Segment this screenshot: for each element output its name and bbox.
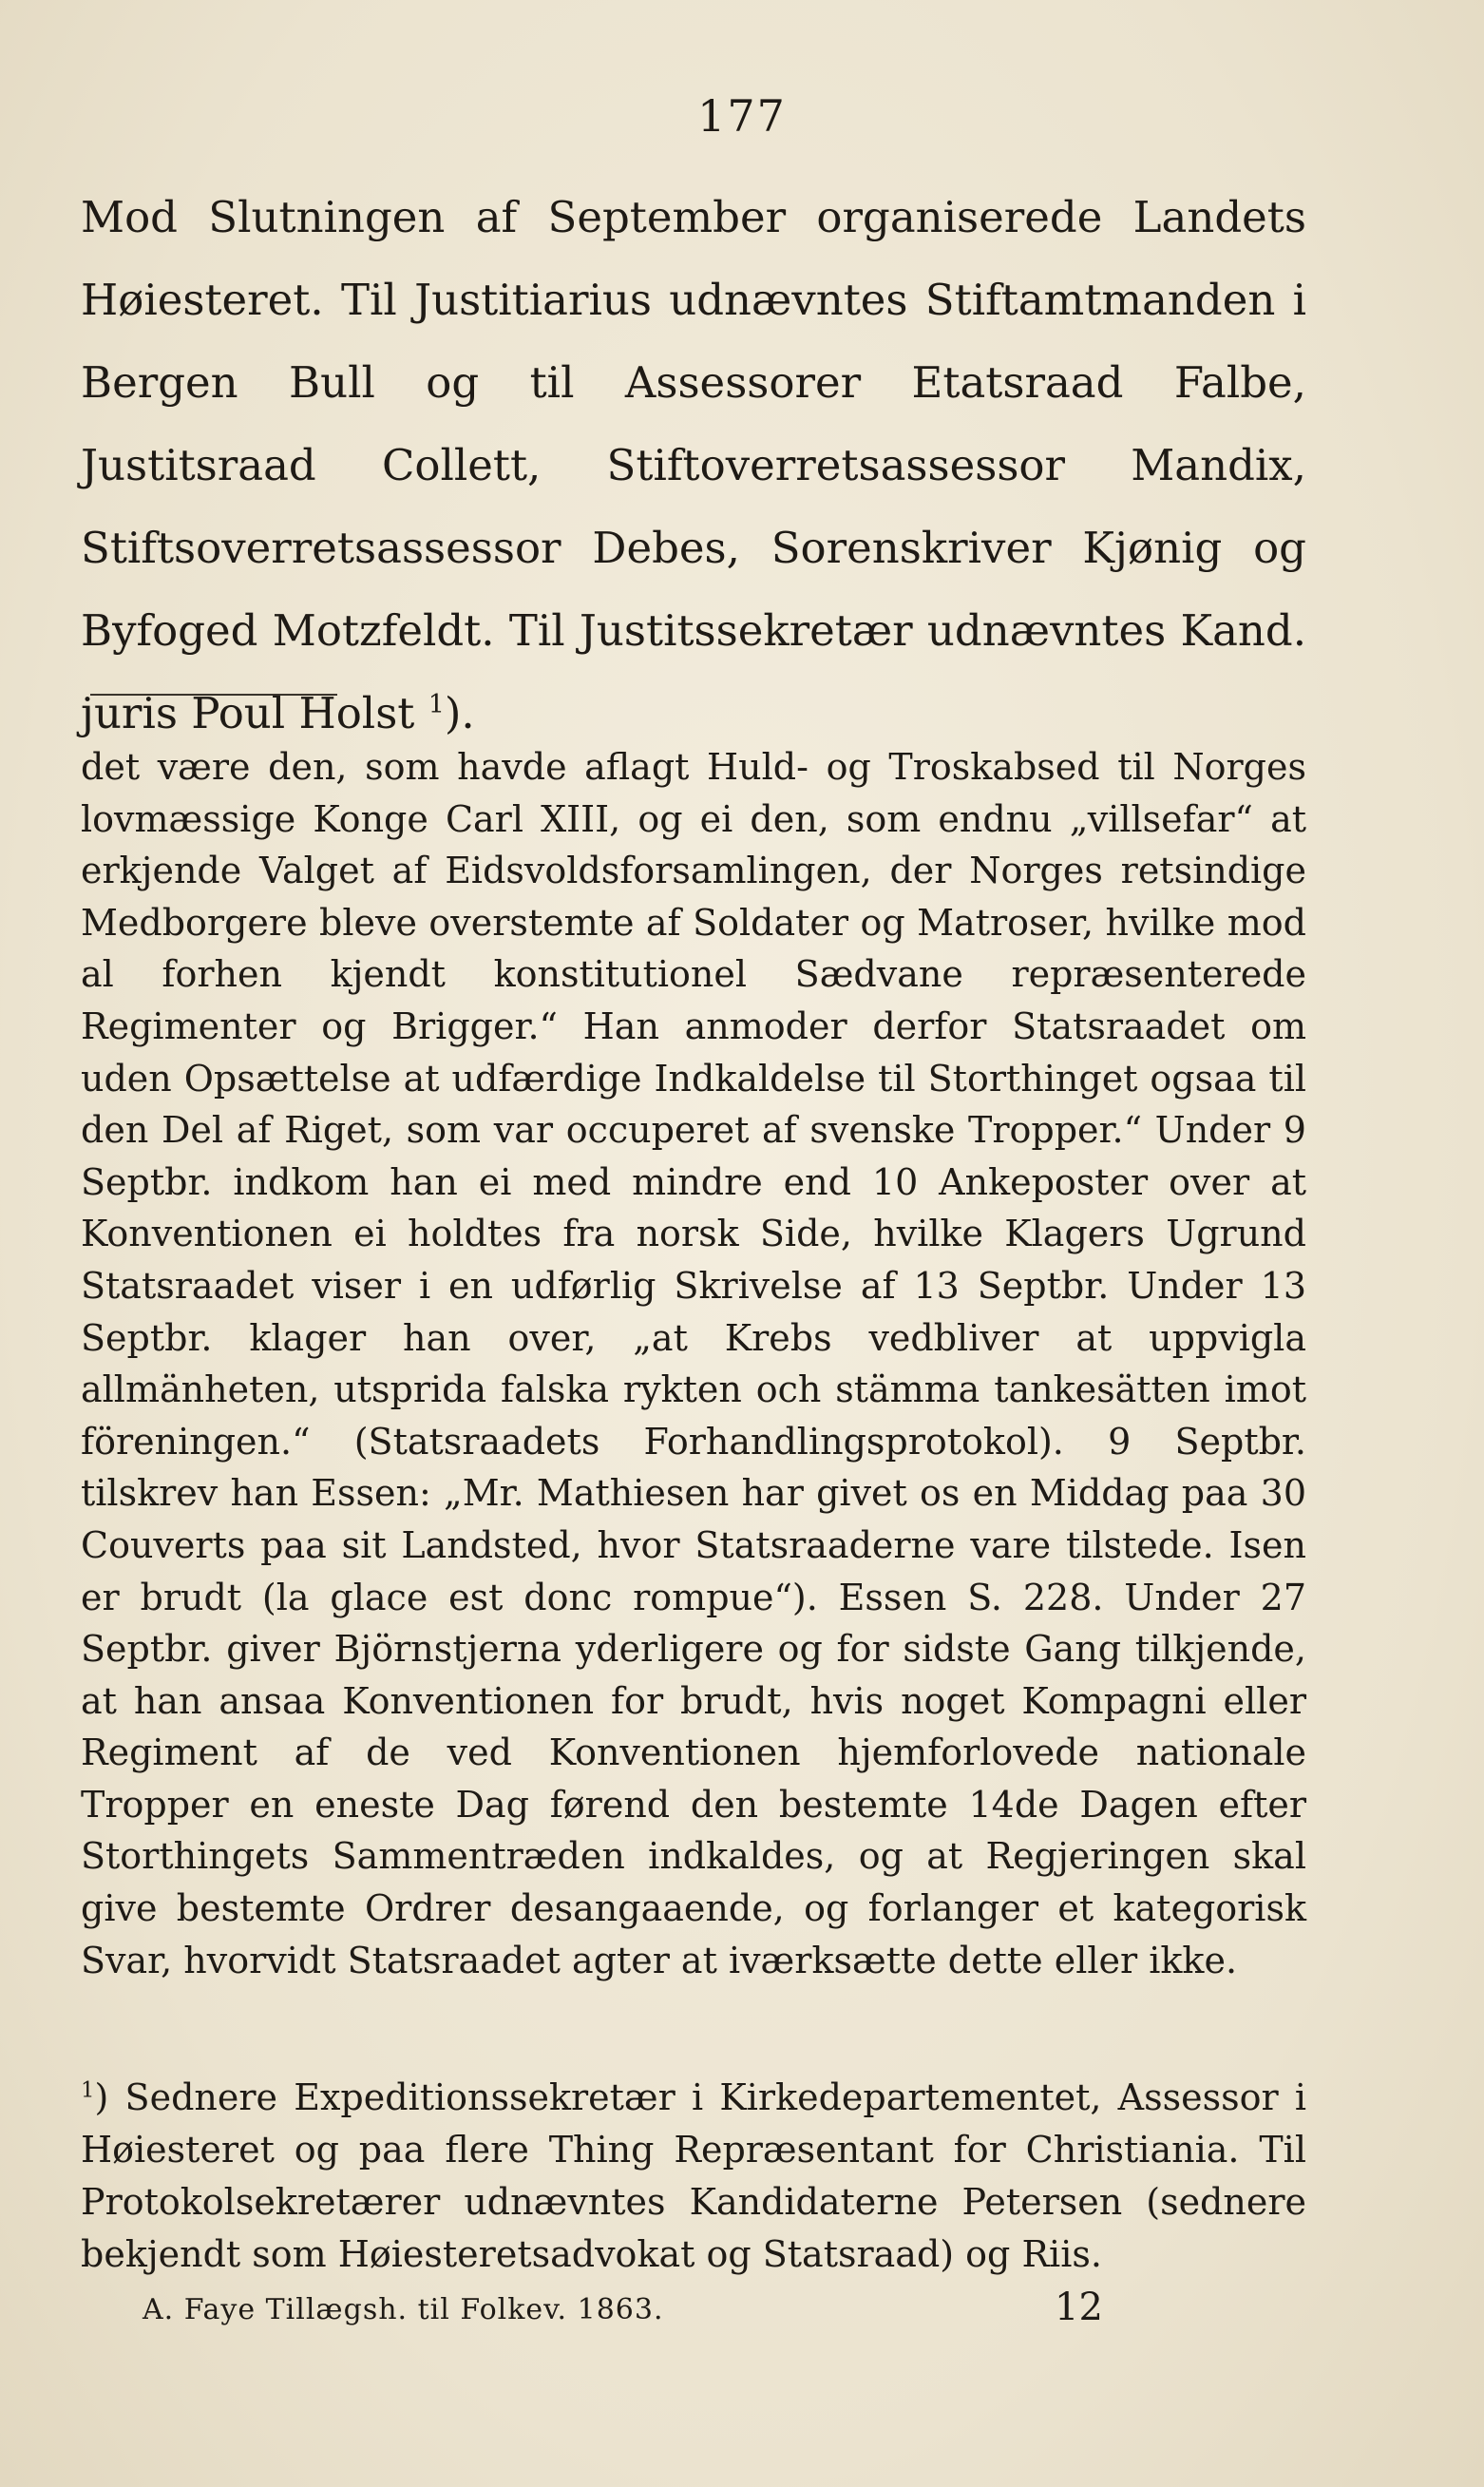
sheet-number: 12	[1055, 2286, 1103, 2329]
footnote-text: ) Sednere Expeditionssekretær i Kirkedepartementet, Assessor i Høiesteret og paa flere Thing Repræsentant for Christiania. Til Protokolsekretærer udnævntes Kandidaterne Petersen (sednere bekjendt som Høiesteretsadvokat og Statsraad) og Riis.	[81, 2076, 1306, 2275]
quoted-footnote-continuation	[81, 741, 1306, 1986]
main-paragraph-end: ).	[444, 688, 475, 738]
page-number: 177	[697, 90, 787, 142]
footnote	[81, 2072, 1306, 2281]
footnote-reference: 1	[428, 690, 445, 719]
footnote-marker: 1	[81, 2077, 95, 2103]
main-paragraph-text: Mod Slutningen af September organiserede Landets Høiesteret. Til Justitiarius udnævntes Stiftamtmanden i Bergen Bull og til Assessorer Etatsraad Falbe, Justitsraad Collett, Stiftoverretsassessor Mandix, Stiftsoverretsassessor Debes, Sorenskriver Kjønig og Byfoged Motzfeldt. Til Justitssekretær udnævntes Kand. juris Poul Holst	[81, 192, 1306, 738]
main-paragraph	[81, 176, 1306, 755]
printer-signature: A. Faye Tillægsh. til Folkev. 1863.	[143, 2293, 664, 2326]
quoted-footnote-text: det være den, som havde aflagt Huld- og Troskabsed til Norges lovmæssige Konge Carl XIII, og ei den, som endnu „villsefar“ at erkjende Valget af Eidsvoldsforsamlingen, der Norges retsindige Medborgere bleve overstemte af Soldater og Matroser, hvilke mod al forhen kjendt konstitutionel Sædvane repræsenterede Regimenter og Brigger.“ Han anmoder derfor Statsraadet om uden Opsættelse at udfærdige Indkaldelse til Storthinget ogsaa til den Del af Riget, som var occuperet af svenske Tropper.“ Under 9 Septbr. indkom han ei med mindre end 10 Ankeposter over at Konventionen ei holdtes fra norsk Side, hvilke Klagers Ugrund Statsraadet viser i en udførlig Skrivelse af 13 Septbr. Under 13 Septbr. klager han over, „at Krebs vedbliver at uppvigla allmänheten, utsprida falska rykten och stämma tankesätten imot föreningen.“ (Statsraadets Forhandlingsprotokol). 9 Septbr. tilskrev han Essen: „Mr. Mathiesen har givet os en Middag paa 30 Couverts paa sit Landsted, hvor Statsraaderne vare tilstede. Isen er brudt (la glace est donc rompue“). Essen S. 228. Under 27 Septbr. giver Björnstjerna yderligere og for sidste Gang tilkjende, at han ansaa Konventionen for brudt, hvis noget Kompagni eller Regiment af de ved Konventionen hjemforlovede nationale Tropper en eneste Dag førend den bestemte 14de Dagen efter Storthingets Sammentræden indkaldes, og at Regjeringen skal give bestemte Ordrer desangaaende, og forlanger et kategorisk Svar, hvorvidt Statsraadet agter at iværksætte dette eller ikke.	[81, 746, 1306, 1981]
footnote-separator-rule	[90, 694, 337, 696]
